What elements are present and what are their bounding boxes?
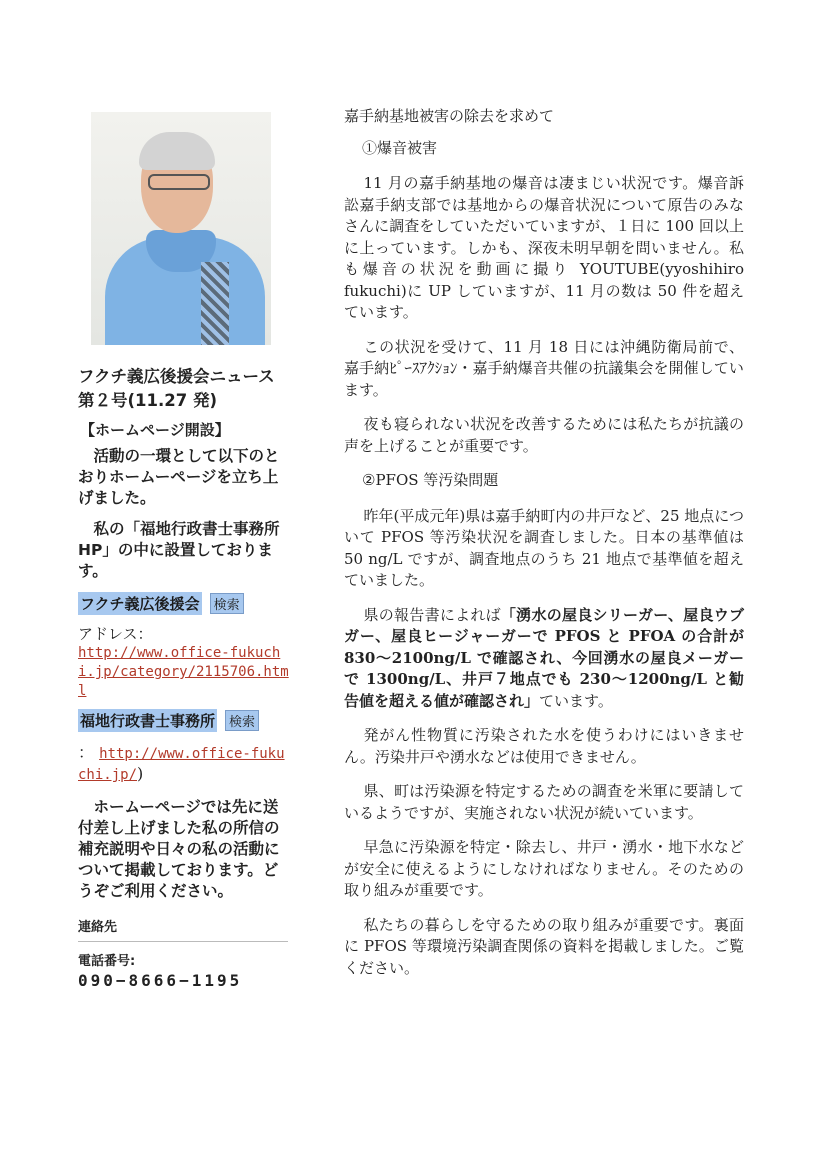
pfos-paragraph-2 <box>344 605 744 713</box>
report-intro: 県の報告書によれば <box>363 605 501 624</box>
contact-label: 連絡先 <box>78 920 118 935</box>
address-label: アドレス： <box>78 625 153 643</box>
pfos-paragraph-1: 昨年(平成元年)県は嘉手納町内の井戸など、25 地点について PFOS 等汚染状況を調査しました。日本の基準値は 50 ng/L ですが、調査地点のうち 21 地点で基準値を超えていました。 <box>344 506 744 589</box>
issue-number: 第２号(11.27 発) <box>78 391 218 410</box>
noise-paragraph-1: 11 月の嘉手納基地の爆音は凄まじい状況です。爆音訴訟嘉手納支部では基地からの爆音状況について原告のみなさんに調査をしていただいていますが、１日に 100 回以上に上っています。しかも、深夜未明早朝を問いません。私も爆音の状況を動画に撮り YOUTUBE(yyoshihiro fukuchi)に UP していますが、11 月の数は 50 件を超えています。 <box>344 174 744 321</box>
report-quote: 「湧水の屋良シリーガー、屋良ウブガー、屋良ヒージャーガーで PFOS と PFOA の合計が 830〜2100ng/L で確認され、今回湧水の屋良メーガーで 1300ng/L、井戸７地点でも 230〜1200ng/L と勧告値を超える値が確認され」 <box>344 605 744 710</box>
closing-paragraph: 私たちの暮らしを守るための取り組みが重要です。裏面に PFOS 等環境汚染調査関係の資料を掲載しました。ご覧ください。 <box>344 915 744 977</box>
noise-paragraph-3: 夜も寝られない状況を改善するためには私たちが抗議の声を上げることが重要です。 <box>344 415 744 455</box>
subheading-noise: ①爆音被害 <box>362 138 438 157</box>
right-column <box>344 106 744 992</box>
search-keyword-2: 福地行政書士事務所 <box>78 709 217 732</box>
left-column <box>78 112 290 990</box>
url-suffix: ) <box>137 764 144 783</box>
url-prefix: ： <box>78 743 95 762</box>
article-heading: 嘉手納基地被害の除去を求めて <box>344 107 555 125</box>
pfos-paragraph-4: 県、町は汚染源を特定するための調査を米軍に要請しているようですが、実施されない状況が続いています。 <box>344 782 744 822</box>
phone-number: 090−8666−1195 <box>78 971 243 990</box>
search-button-2[interactable]: 検索 <box>225 710 259 731</box>
divider <box>78 941 288 942</box>
url-line-2 <box>78 740 290 785</box>
url-link-1[interactable]: http://www.office-fukuchi.jp/category/2115706.html <box>78 645 289 699</box>
pfos-paragraph-5: 早急に汚染源を特定・除去し、井戸・湧水・地下水などが安全に使えるようにしなければなりません。そのための取り組みが重要です。 <box>344 838 744 899</box>
office-paragraph: 私の「福地行政書士事務所 HP」の中に設置しております。 <box>78 520 280 580</box>
search-tag-row-1 <box>78 592 290 615</box>
noise-paragraph-2: この状況を受けて、11 月 18 日には沖縄防衛局前で、嘉手納ﾋﾟｰｽｱｸｼｮﾝ・嘉手納爆音共催の抗議集会を開催しています。 <box>344 337 744 399</box>
search-button-1[interactable]: 検索 <box>210 593 244 614</box>
portrait-photo <box>91 112 271 345</box>
phone-label: 電話番号: <box>78 954 136 969</box>
intro-paragraph: 活動の一環として以下のとおりホームーページを立ち上げました。 <box>78 447 280 507</box>
newsletter-title: フクチ義広後援会ニュース <box>78 367 275 386</box>
section-heading: 【ホームページ開設】 <box>80 421 230 439</box>
subheading-pfos: ②PFOS 等汚染問題 <box>362 471 499 489</box>
pfos-paragraph-3: 発がん性物質に汚染された水を使うわけにはいきません。汚染井戸や湧水などは使用できません。 <box>344 726 744 766</box>
url-link-2[interactable]: http://www.office-fukuchi.jp/ <box>78 746 285 783</box>
report-outro: ています。 <box>539 691 613 710</box>
search-keyword-1: フクチ義広後援会 <box>78 592 202 615</box>
search-tag-row-2 <box>78 709 290 732</box>
homepage-paragraph: ホームーページでは先に送付差し上げました私の所信の補充説明や日々の私の活動について掲載しております。どうぞご利用ください。 <box>78 798 280 900</box>
